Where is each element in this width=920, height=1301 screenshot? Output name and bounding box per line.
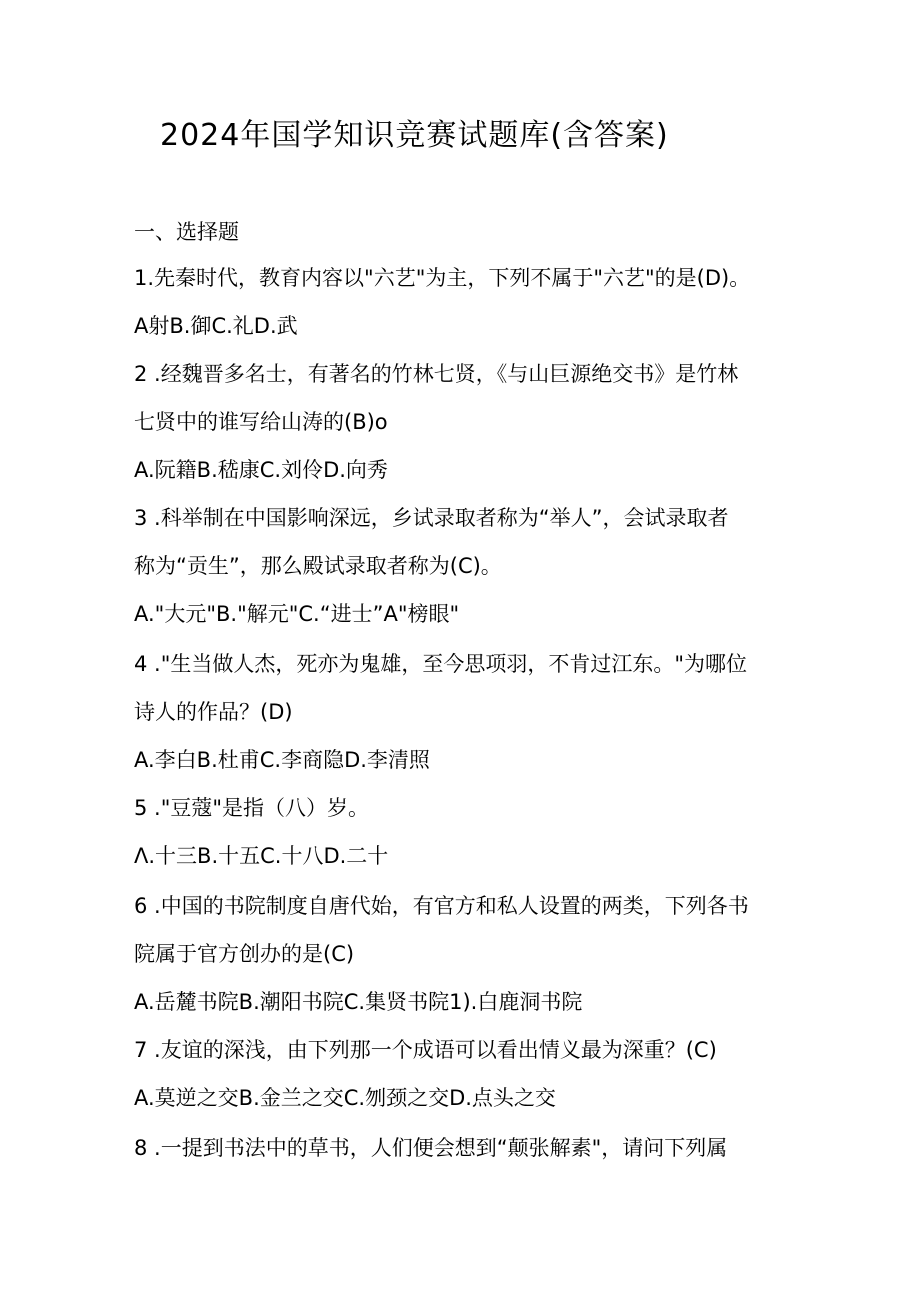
question-3-text-line-2: 称为“贡生”，那么殿试录取者称为(C)。 (134, 554, 502, 578)
question-8-text: 8 .一提到书法中的草书，人们便会想到“颠张解素"，请问下列属 (134, 1136, 728, 1160)
question-6-text-line-2: 院属于官方创办的是(C) (134, 942, 355, 966)
question-7-text: 7 .友谊的深浅，由下列那一个成语可以看出情义最为深重？(C) (134, 1038, 717, 1062)
question-4-options: A.李白B.杜甫C.李商隐D.李清照 (134, 748, 430, 772)
question-2-text-line-2: 七贤中的谁写给山涛的(B)o (134, 410, 388, 434)
question-4-text-line-2: 诗人的作品？(D) (134, 700, 293, 724)
question-5-options: Λ.十三B.十五C.十八D.二十 (134, 844, 389, 868)
question-2-text-line-1: 2 .经魏晋多名士，有著名的竹林七贤，《与山巨源绝交书》是竹林 (134, 362, 739, 386)
question-3-options: A."大元"B."解元"C.“进士”A"榜眼" (134, 602, 460, 626)
question-4-text-line-1: 4 ."生当做人杰，死亦为鬼雄，至今思项羽，不肯过江东。"为哪位 (134, 652, 748, 676)
question-3-text-line-1: 3 .科举制在中国影响深远，乡试录取者称为“举人”，会试录取者 (134, 506, 729, 530)
question-5-text: 5 ."豆蔻"是指（八）岁。 (134, 796, 370, 820)
question-2-options: A.阮籍B.嵇康C.刘伶D.向秀 (134, 458, 388, 482)
section-heading: 一、选择题 (134, 220, 239, 244)
question-7-options: A.莫逆之交B.金兰之交C.刎颈之交D.点头之交 (134, 1086, 556, 1110)
document-title: 2024年国学知识竞赛试题库(含答案) (160, 118, 669, 153)
question-1-options: A射B.御C.礼D.武 (134, 314, 298, 338)
question-6-options: A.岳麓书院B.潮阳书院C.集贤书院1).白鹿洞书院 (134, 990, 583, 1014)
question-1-text: 1.先秦时代，教育内容以"六艺"为主，下列不属于"六艺"的是(D)。 (134, 266, 751, 290)
question-6-text-line-1: 6 .中国的书院制度自唐代始，有官方和私人设置的两类，下列各书 (134, 894, 749, 918)
